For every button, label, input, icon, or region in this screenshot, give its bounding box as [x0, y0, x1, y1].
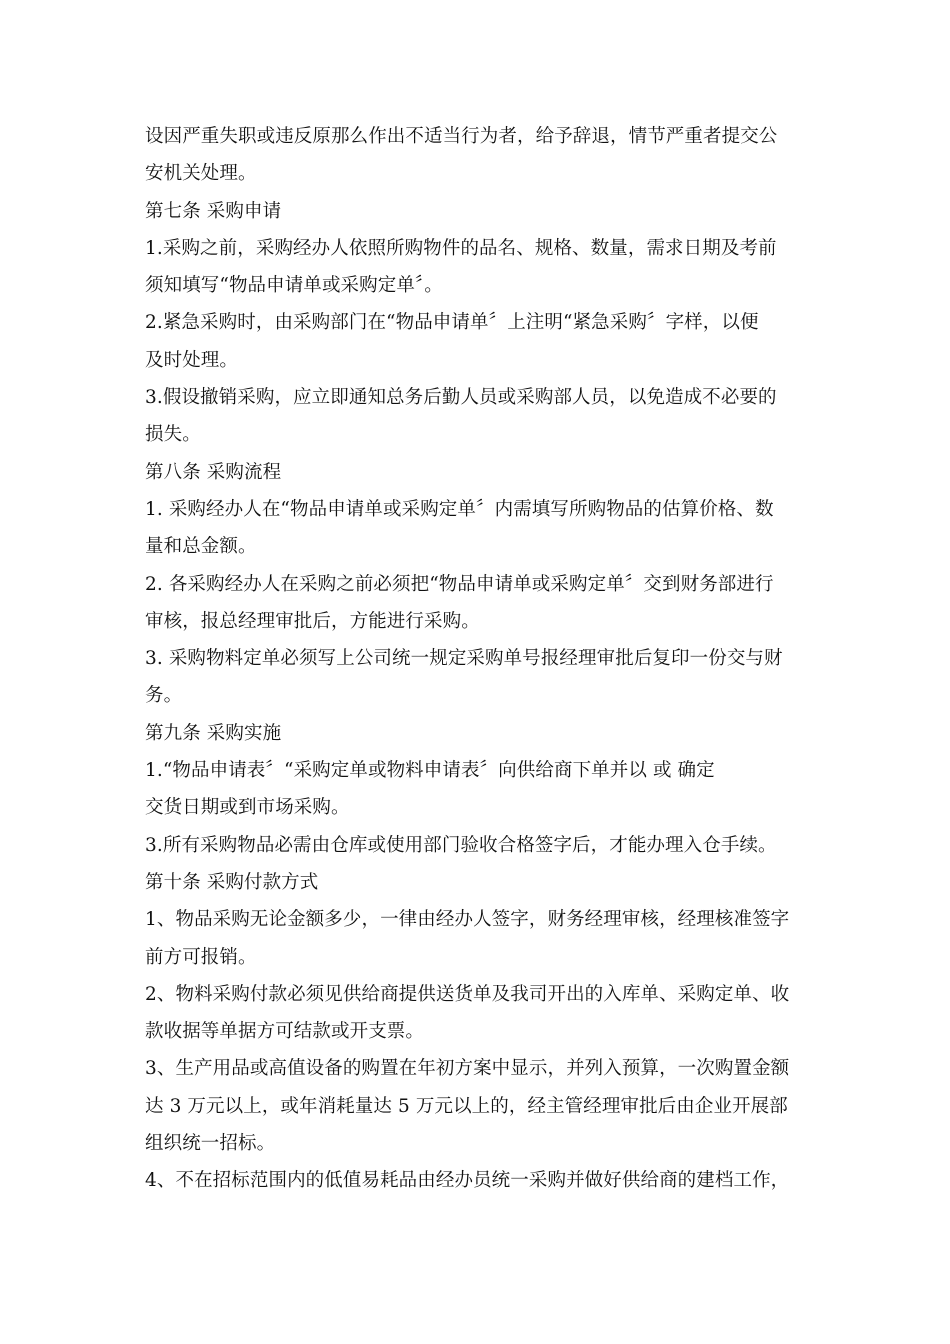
text-line: 交货日期或到市场采购。: [145, 797, 350, 819]
text-line: 2. 各采购经办人在采购之前必须把“物品申请单或采购定单〞交到财务部进行: [145, 573, 774, 595]
text-line: 量和总金额。: [145, 536, 257, 558]
text-line: 安机关处理。: [145, 163, 257, 185]
text-line: 组织统一招标。: [145, 1133, 276, 1155]
document-body: [145, 118, 810, 1200]
text-line: 前方可报销。: [145, 946, 257, 968]
text-line: 3.假设撤销采购，应立即通知总务后勤人员或采购部人员，以免造成不必要的: [145, 387, 777, 409]
text-line: 2.紧急采购时，由采购部门在“物品申请单〞上注明“紧急采购〞字样，以便: [145, 312, 759, 334]
text-line: 1、物品采购无论金额多少，一律由经办人签字，财务经理审核，经理核准签字: [145, 909, 790, 931]
text-line: 1.“物品申请表〞“采购定单或物料申请表〞向供给商下单并以 或 确定: [145, 760, 715, 782]
text-line: 设因严重失职或违反原那么作出不适当行为者，给予辞退，情节严重者提交公: [145, 126, 778, 147]
text-line: 务。: [145, 685, 183, 707]
text-line: 1.采购之前，采购经办人依照所购物件的品名、规格、数量，需求日期及考前: [145, 237, 777, 259]
text-line: 损失。: [145, 424, 201, 446]
section-heading: 第七条 采购申请: [145, 200, 282, 222]
text-line: 3. 采购物料定单必须写上公司统一规定采购单号报经理审批后复印一份交与财: [145, 648, 783, 670]
text-line: 2、物料采购付款必须见供给商提供送货单及我司开出的入库单、采购定单、收: [145, 983, 790, 1005]
text-line: 须知填写“物品申请单或采购定单〞。: [145, 275, 443, 297]
text-line: 及时处理。: [145, 349, 239, 371]
section-heading: 第十条 采购付款方式: [145, 871, 319, 893]
section-heading: 第九条 采购实施: [145, 722, 282, 744]
text-line: 3.所有采购物品必需由仓库或使用部门验收合格签字后，才能办理入仓手续。: [145, 834, 777, 856]
section-heading: 第八条 采购流程: [145, 461, 282, 483]
text-line: 审核，报总经理审批后，方能进行采购。: [145, 610, 480, 632]
text-line: 达 3 万元以上，或年消耗量达 5 万元以上的，经主管经理审批后由企业开展部: [145, 1095, 788, 1117]
text-line: 3、生产用品或高值设备的购置在年初方案中显示，并列入预算，一次购置金额: [145, 1058, 790, 1080]
text-line: 4、不在招标范围内的低值易耗品由经办员统一采购并做好供给商的建档工作，: [145, 1170, 790, 1192]
text-line: 1. 采购经办人在“物品申请单或采购定单〞内需填写所购物品的估算价格、数: [145, 498, 774, 520]
text-line: 款收据等单据方可结款或开支票。: [145, 1021, 425, 1043]
